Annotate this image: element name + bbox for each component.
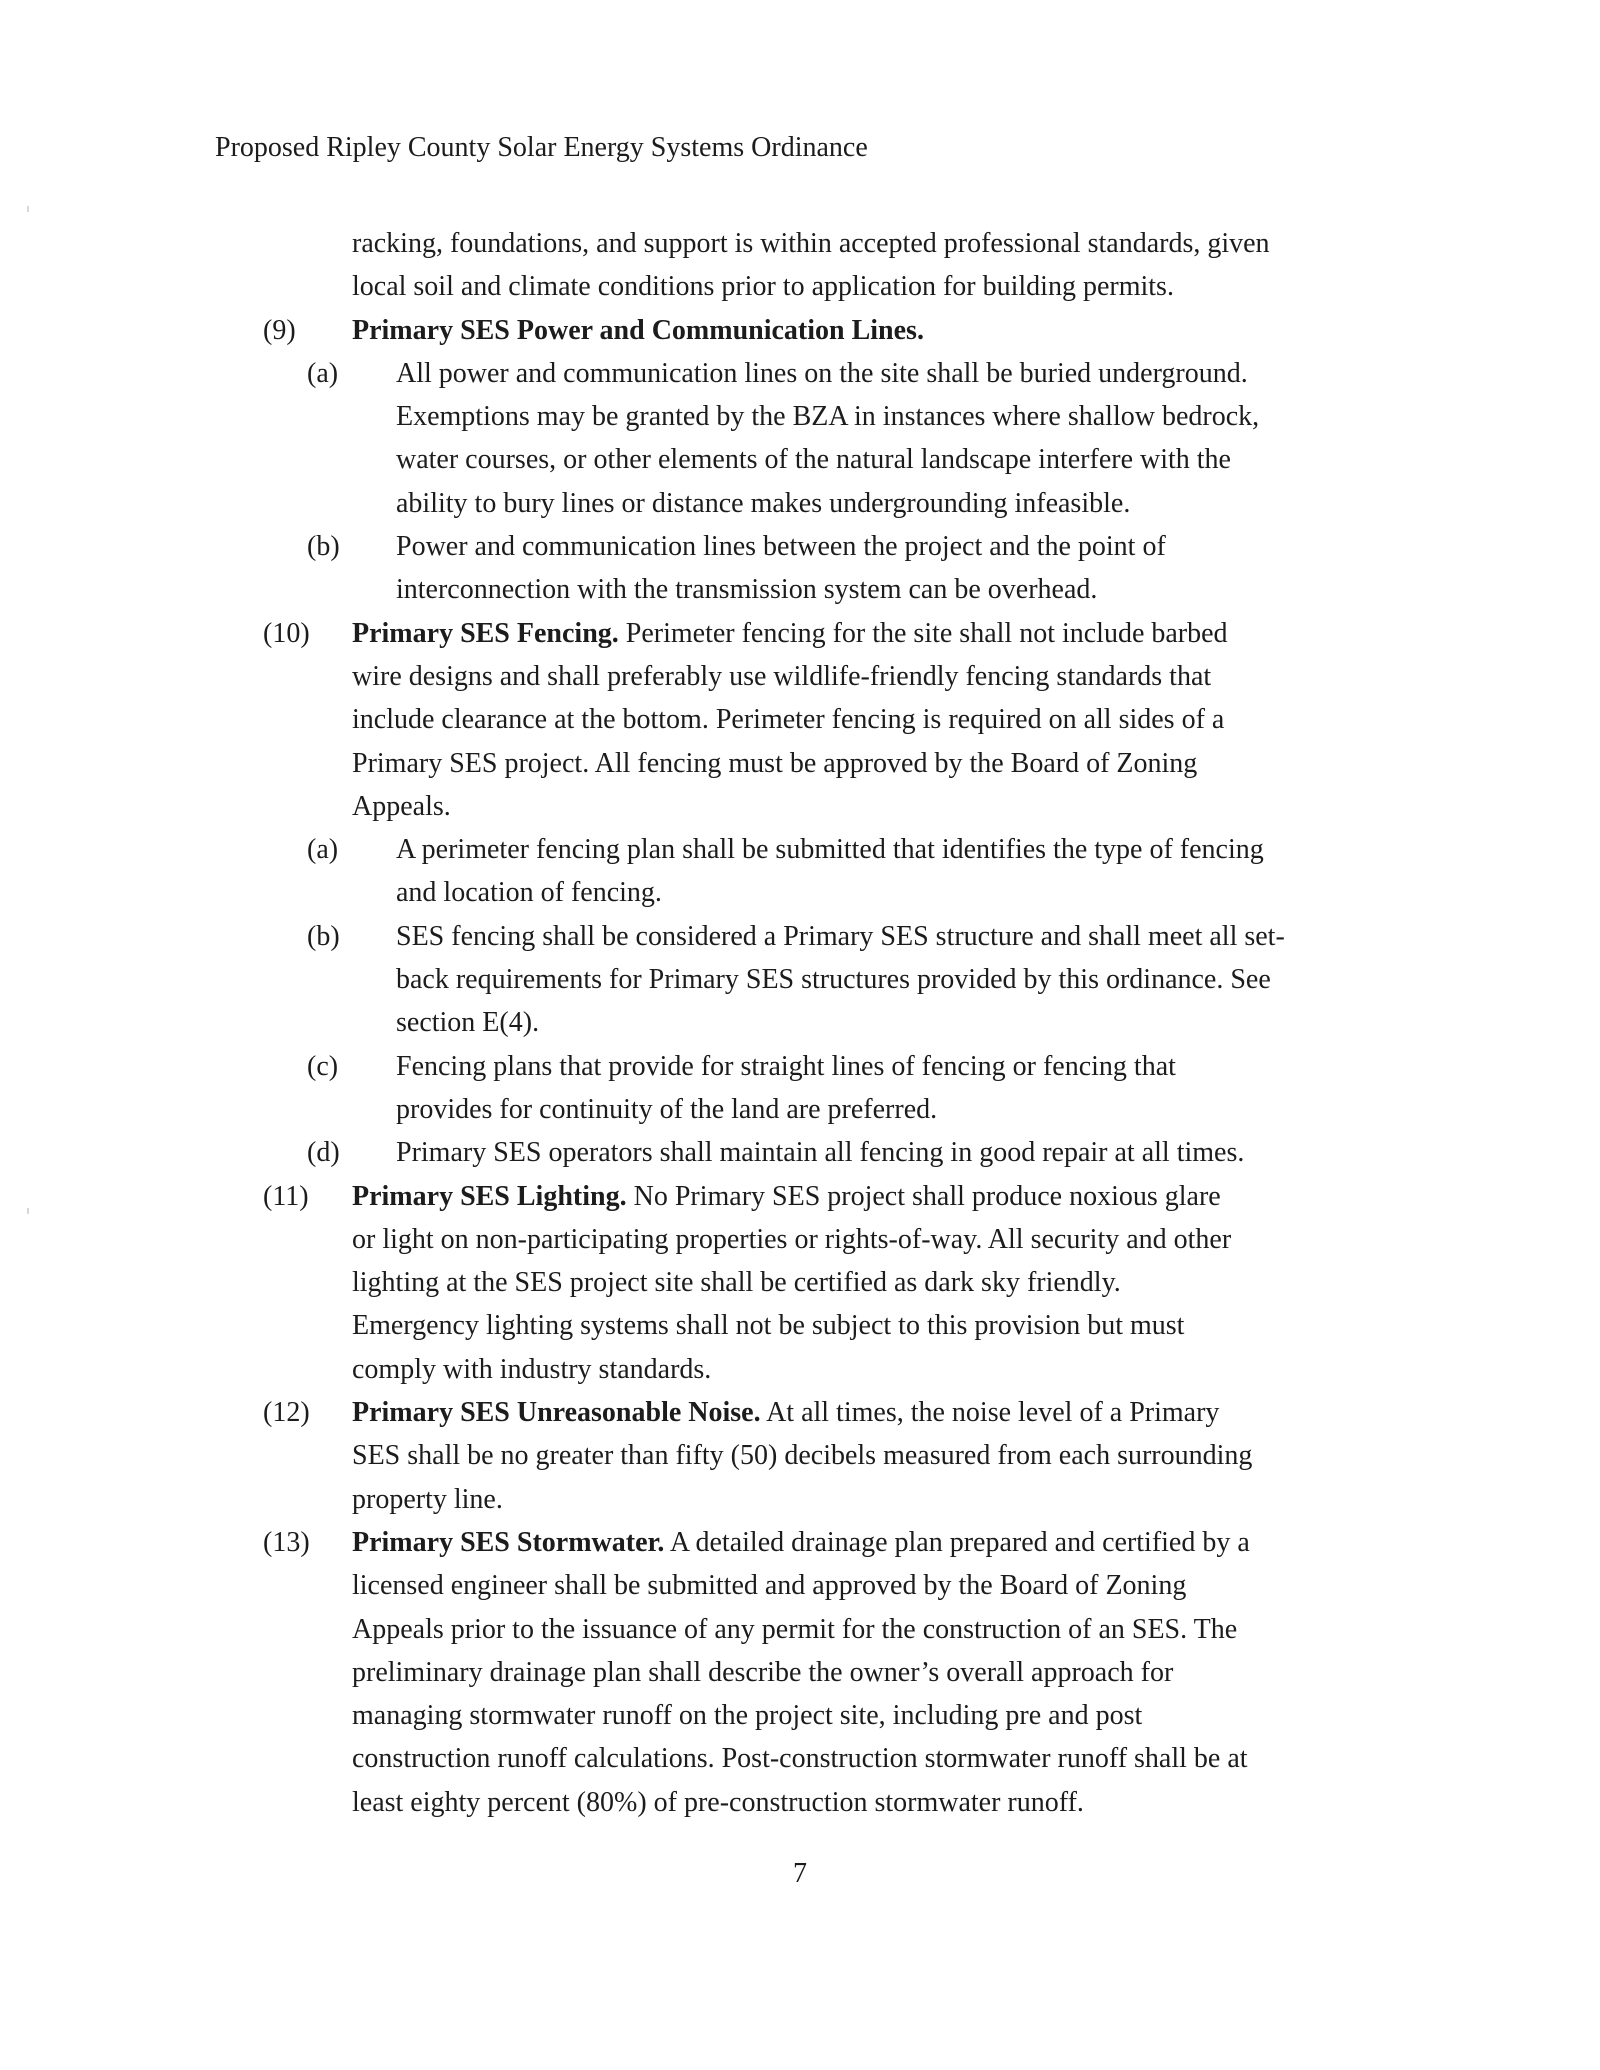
text-line: Emergency lighting systems shall not be subject to this provision but must [352,1310,1185,1342]
list-item-10d [0,1131,1600,1174]
item-text: Fencing plans that provide for straight lines of fencing or fencing that [396,1050,1176,1082]
section-number: (12) [263,1397,310,1429]
text-line: back requirements for Primary SES structures provided by this ordinance. See [396,964,1271,996]
section-heading-13 [0,1521,1600,1564]
page-header: Proposed Ripley County Solar Energy Systems Ordinance [215,132,868,163]
text-line: include clearance at the bottom. Perimeter fencing is required on all sides of a [352,704,1225,736]
item-text: Primary SES operators shall maintain all fencing in good repair at all times. [396,1137,1245,1169]
section-heading-11 [0,1175,1600,1218]
text-line: and location of fencing. [396,877,662,909]
section-heading-12 [0,1391,1600,1434]
text-line: Appeals. [352,790,451,822]
section-title: Primary SES Lighting. [352,1180,627,1212]
section-number: (13) [263,1526,310,1558]
section-text: At all times, the noise level of a Primary [760,1397,1220,1429]
text-line: Appeals prior to the issuance of any permit for the construction of an SES. The [352,1613,1238,1645]
item-label: (c) [307,1050,339,1082]
item-label: (b) [307,920,340,952]
text-line: construction runoff calculations. Post-construction stormwater runoff shall be at [352,1743,1248,1775]
list-item-10c [0,1045,1600,1088]
item-text: SES fencing shall be considered a Primary SES structure and shall meet all set- [396,920,1285,952]
text-line: Primary SES project. All fencing must be approved by the Board of Zoning [352,747,1198,779]
text-line: section E(4). [396,1007,540,1039]
list-item-9a [0,352,1600,395]
item-label: (a) [307,357,339,389]
section-heading-10 [0,612,1600,655]
section-number: (10) [263,617,310,649]
text-line: ability to bury lines or distance makes undergrounding infeasible. [396,487,1131,519]
text-line: racking, foundations, and support is within accepted professional standards, given [352,228,1270,259]
text-line: SES shall be no greater than fifty (50) decibels measured from each surrounding [352,1440,1253,1472]
text-line: least eighty percent (80%) of pre-construction stormwater runoff. [352,1786,1084,1818]
section-title: Primary SES Power and Communication Lines. [352,314,924,346]
section-text: A detailed drainage plan prepared and certified by a [664,1526,1250,1558]
text-line: local soil and climate conditions prior to application for building permits. [352,271,1174,303]
section-title: Primary SES Fencing. [352,617,619,649]
text-line: lighting at the SES project site shall be certified as dark sky friendly. [352,1267,1121,1299]
text-line: provides for continuity of the land are preferred. [396,1093,938,1125]
item-label: (b) [307,531,340,563]
section-heading-9 [0,309,1600,352]
section-text: No Primary SES project shall produce noxious glare [626,1180,1221,1212]
list-item-10a [0,828,1600,871]
section-title: Primary SES Stormwater. [352,1526,665,1558]
text-line: preliminary drainage plan shall describe the owner’s overall approach for [352,1656,1174,1688]
text-line: comply with industry standards. [352,1353,712,1385]
text-line: wire designs and shall preferably use wildlife-friendly fencing standards that [352,660,1212,692]
list-item-10b [0,915,1600,958]
section-title: Primary SES Unreasonable Noise. [352,1397,761,1429]
section-text: Perimeter fencing for the site shall not include barbed [618,617,1228,649]
text-line: water courses, or other elements of the natural landscape interfere with the [396,444,1231,476]
item-label: (a) [307,834,339,866]
text-line: licensed engineer shall be submitted and approved by the Board of Zoning [352,1570,1187,1602]
item-label: (d) [307,1137,340,1169]
text-line: Exemptions may be granted by the BZA in instances where shallow bedrock, [396,401,1260,433]
section-number: (11) [263,1180,309,1212]
text-line: property line. [352,1483,503,1515]
section-number: (9) [263,314,296,346]
document-body [0,222,1600,1824]
item-text: A perimeter fencing plan shall be submitted that identifies the type of fencing [396,834,1264,866]
list-item-9b [0,525,1600,568]
page-number: 7 [793,1858,807,1889]
item-text: All power and communication lines on the site shall be buried underground. [396,357,1248,389]
text-line: managing stormwater runoff on the project site, including pre and post [352,1700,1143,1732]
text-line: or light on non-participating properties or rights-of-way. All security and other [352,1223,1232,1255]
item-text: Power and communication lines between the project and the point of [396,531,1166,563]
text-line: interconnection with the transmission system can be overhead. [396,574,1098,606]
scan-mark [27,206,29,212]
